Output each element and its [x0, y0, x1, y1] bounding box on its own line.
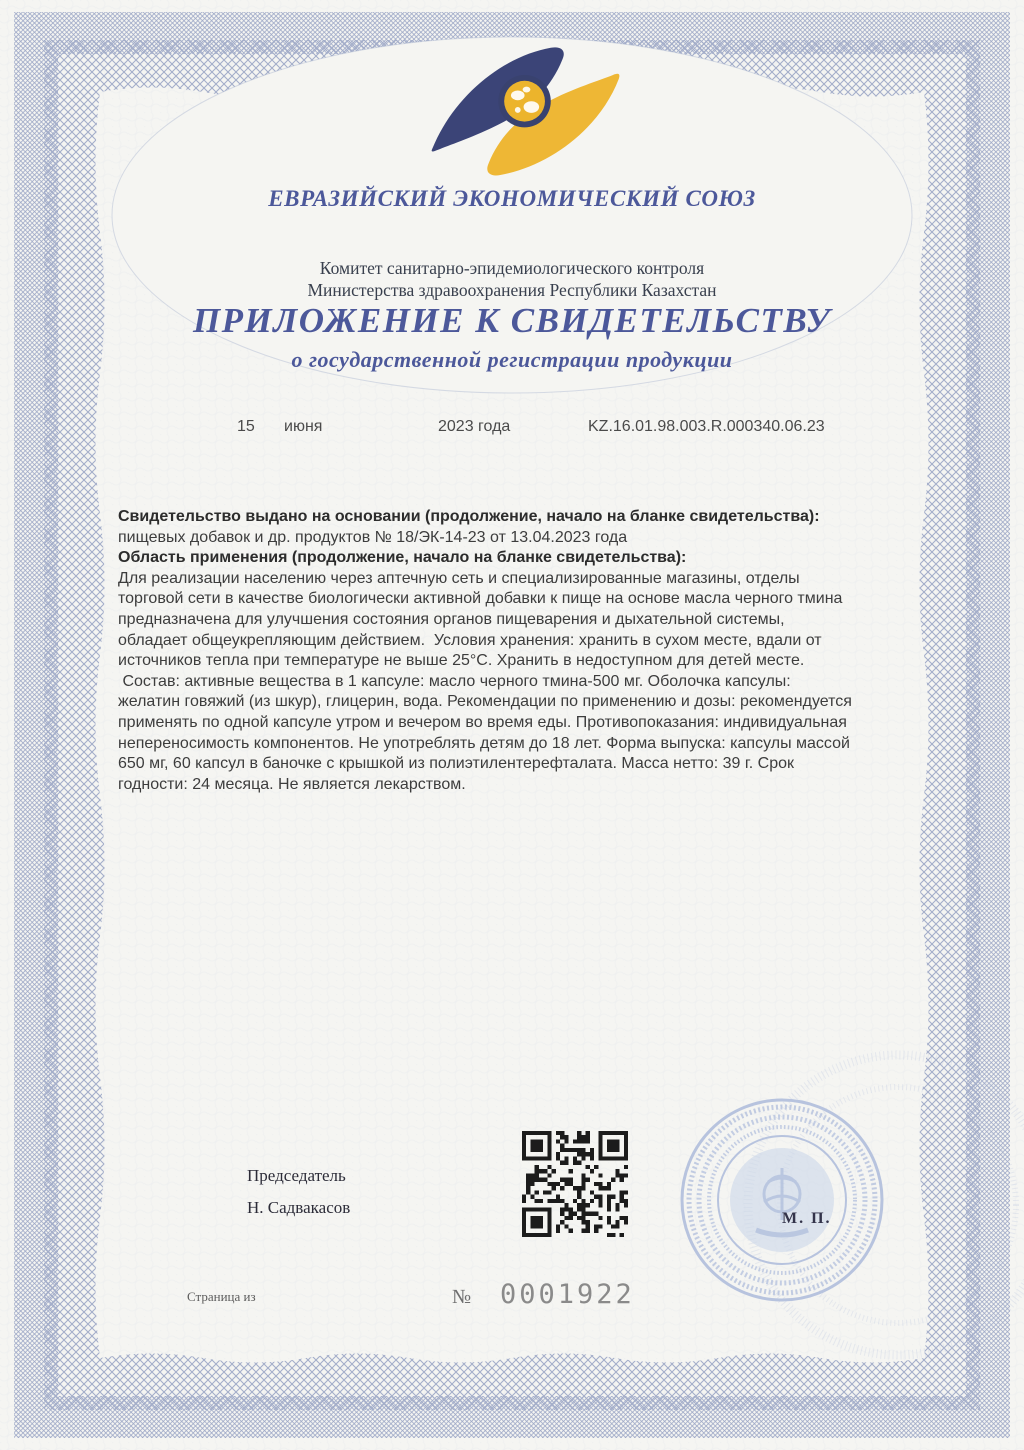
body-line: Состав: активные вещества в 1 капсуле: масло черного тмина-500 мг. Оболочка капсулы: [118, 672, 791, 690]
signatory-name: Н. Садвакасов [247, 1198, 351, 1217]
body-line: годности: 24 месяца. Не является лекарством. [118, 775, 466, 793]
committee-line-1: Комитет санитарно-эпидемиологического контроля [319, 258, 705, 278]
doc-title: ПРИЛОЖЕНИЕ К СВИДЕТЕЛЬСТВУ [192, 301, 832, 340]
qr-code-graphic [522, 1131, 628, 1237]
body-line: обладает общеукрепляющим действием. Условия хранения: хранить в сухом месте, вдали от [118, 631, 822, 649]
issue-year: 2023 года [438, 418, 511, 435]
body-line: Для реализации населению через аптечную сеть и специализированные магазины, отделы [118, 569, 800, 587]
issue-day: 15 [237, 418, 255, 435]
seal-place-label: М. П. [782, 1210, 832, 1227]
body-line: Свидетельство выдано на основании (продолжение, начало на бланке свидетельства): [118, 508, 820, 525]
form-number: 0001922 [500, 1279, 635, 1310]
body-line: Область применения (продолжение, начало на бланке свидетельства): [118, 549, 687, 567]
certificate-body [118, 507, 930, 795]
union-title: ЕВРАЗИЙСКИЙ ЭКОНОМИЧЕСКИЙ СОЮЗ [268, 186, 756, 211]
body-line: желатин говяжий (из шкур), глицерин, вода. Рекомендации по применению и дозы: рекомендуется [118, 693, 852, 711]
qr-code [522, 1131, 628, 1237]
issue-month: июня [284, 418, 323, 435]
committee-lines [0, 257, 1024, 301]
official-seal [672, 1090, 892, 1310]
body-line: предназначена для улучшения состояния органов пищеварения и дыхательной системы, [118, 610, 785, 628]
body-line: применять по одной капсуле утром и вечером во время еды. Противопоказания: индивидуальная [118, 713, 847, 731]
eaeu-logo-graphic [424, 40, 629, 176]
doc-subtitle: о государственной регистрации продукции [291, 347, 733, 372]
registration-number: KZ.16.01.98.003.R.000340.06.23 [588, 418, 825, 435]
page-counter-label: Страница из [187, 1289, 256, 1304]
body-line: пищевых добавок и др. продуктов № 18/ЭК-14-23 от 13.04.2023 года [118, 528, 628, 546]
eaeu-logo [424, 40, 629, 176]
committee-line-2: Министерства здравоохранения Республики Казахстан [307, 280, 717, 300]
body-line: источников тепла при температуре не выше 25°С. Хранить в недоступном для детей месте. [118, 652, 805, 670]
numero-sign: № [452, 1286, 472, 1308]
body-line: непереносимость компонентов. Не употреблять детям до 18 лет. Форма выпуска: капсулы массой [118, 734, 850, 752]
logo-globe [498, 75, 550, 127]
body-line: 650 мг, 60 капсул в баночке с крышкой из полиэтилентерефталата. Масса нетто: 39 г. Срок [118, 755, 794, 773]
seal-graphic [672, 1090, 892, 1310]
signatory-title: Председатель [247, 1166, 346, 1185]
body-line: торговой сети в качестве биологически активной добавки к пище на основе масла черного тмина [118, 590, 843, 608]
